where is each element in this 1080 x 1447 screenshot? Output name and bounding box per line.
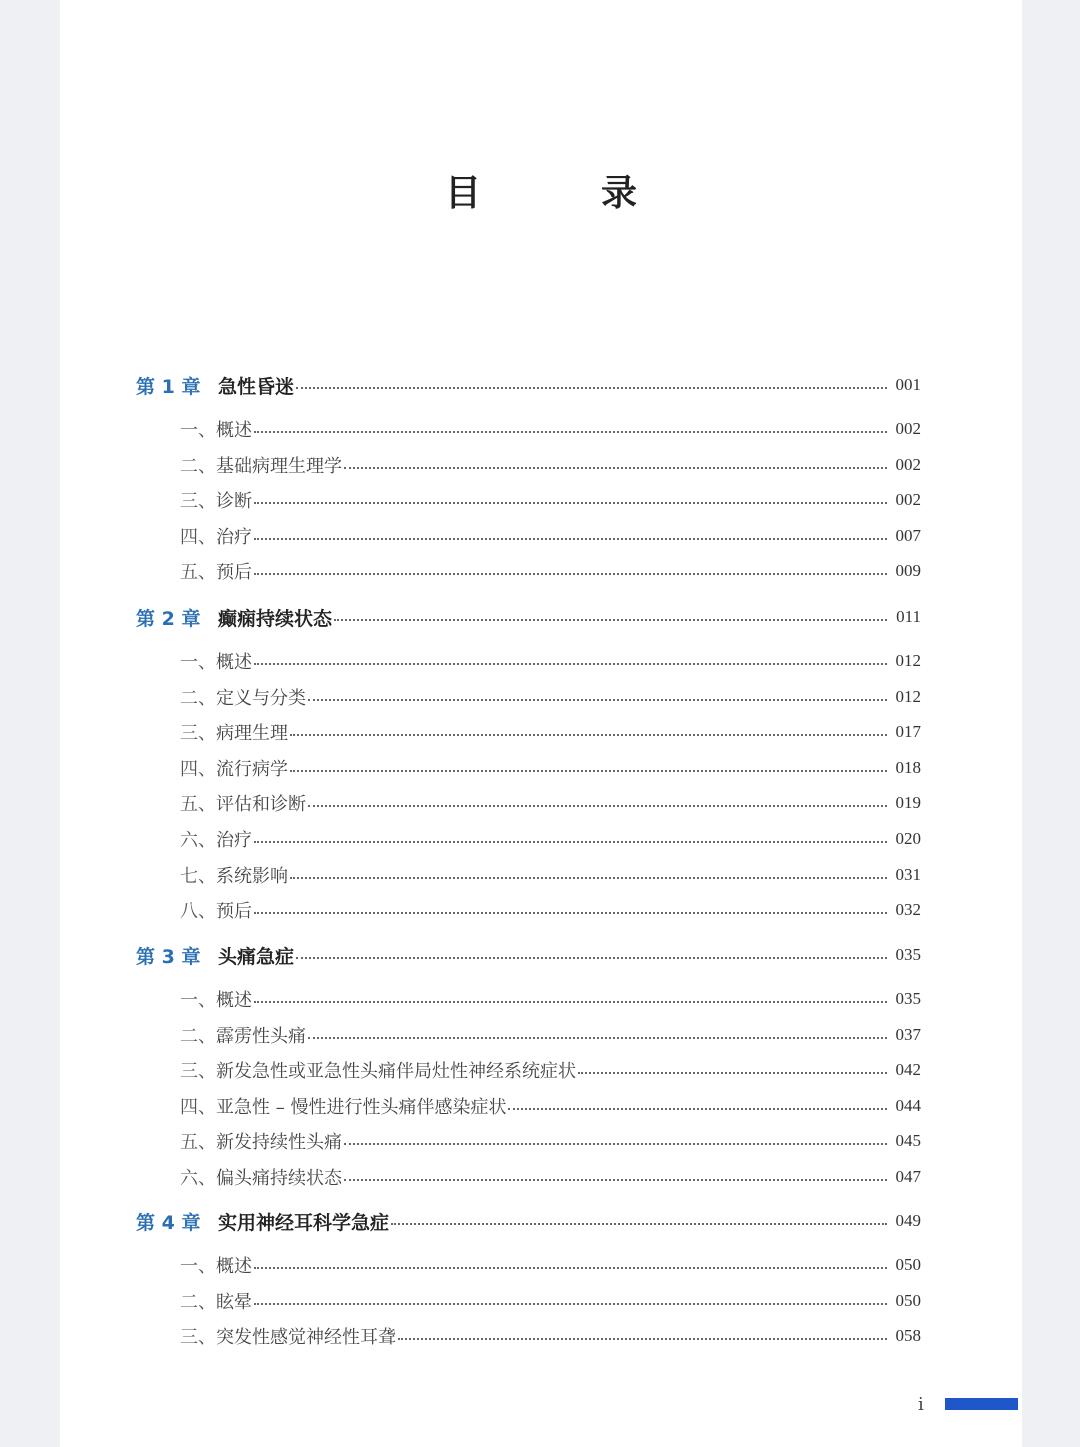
section-heading bbox=[180, 753, 290, 783]
toc-section-row[interactable] bbox=[60, 1126, 1022, 1156]
dot-leader bbox=[344, 1179, 887, 1181]
section-title: 霹雳性头痛 bbox=[216, 1025, 306, 1047]
section-title: 亚急性 – 慢性进行性头痛伴感染症状 bbox=[216, 1096, 507, 1118]
section-title: 偏头痛持续状态 bbox=[216, 1168, 342, 1189]
section-heading bbox=[180, 450, 344, 480]
section-page-number: 018 bbox=[892, 753, 922, 783]
toc-section-row[interactable] bbox=[60, 556, 1022, 586]
toc-section-row[interactable] bbox=[60, 1162, 1022, 1192]
dot-leader bbox=[508, 1108, 887, 1110]
section-heading bbox=[180, 1162, 344, 1192]
section-page-number: 044 bbox=[892, 1091, 922, 1121]
section-page-number: 032 bbox=[892, 895, 922, 925]
dot-leader bbox=[254, 538, 887, 540]
section-heading bbox=[180, 1286, 254, 1316]
section-title: 眩晕 bbox=[216, 1291, 252, 1313]
section-page-number: 020 bbox=[892, 824, 922, 854]
toc-section-row[interactable] bbox=[60, 824, 1022, 854]
section-number: 一、 bbox=[180, 990, 216, 1011]
section-page-number: 035 bbox=[892, 984, 922, 1014]
toc-section-row[interactable] bbox=[60, 450, 1022, 480]
chapter-heading bbox=[136, 940, 296, 970]
chapter-label: 第 1 章 bbox=[136, 375, 201, 398]
section-page-number: 037 bbox=[892, 1020, 922, 1050]
section-heading bbox=[180, 1020, 308, 1050]
section-page-number: 002 bbox=[892, 450, 922, 480]
book-page bbox=[60, 0, 1022, 1447]
section-number: 一、 bbox=[180, 652, 216, 673]
section-heading bbox=[180, 788, 308, 818]
section-heading bbox=[180, 414, 254, 444]
section-number: 一、 bbox=[180, 1256, 216, 1277]
dot-leader bbox=[254, 502, 887, 504]
chapter-title: 头痛急症 bbox=[218, 945, 295, 968]
dot-leader bbox=[254, 1303, 887, 1305]
section-title: 新发持续性头痛 bbox=[216, 1132, 342, 1154]
section-page-number: 058 bbox=[892, 1321, 922, 1351]
section-title: 定义与分类 bbox=[216, 687, 306, 709]
chapter-title: 癫痫持续状态 bbox=[218, 607, 333, 630]
section-heading bbox=[180, 1055, 578, 1085]
section-heading bbox=[180, 984, 254, 1014]
toc-section-row[interactable] bbox=[60, 1020, 1022, 1050]
toc-section-row[interactable] bbox=[60, 1091, 1022, 1121]
chapter-label: 第 4 章 bbox=[136, 1211, 201, 1234]
toc-chapter-row[interactable] bbox=[60, 1206, 1022, 1236]
chapter-label: 第 3 章 bbox=[136, 945, 201, 968]
section-title: 流行病学 bbox=[216, 758, 288, 780]
section-page-number: 050 bbox=[892, 1286, 922, 1316]
section-heading bbox=[180, 556, 254, 586]
section-page-number: 031 bbox=[892, 860, 922, 890]
toc-section-row[interactable] bbox=[60, 1250, 1022, 1280]
chapter-heading bbox=[136, 370, 296, 400]
dot-leader bbox=[391, 1223, 887, 1225]
section-heading bbox=[180, 682, 308, 712]
page-number: i bbox=[918, 1394, 924, 1415]
toc-chapter-row[interactable] bbox=[60, 370, 1022, 400]
section-page-number: 007 bbox=[892, 521, 922, 551]
section-heading bbox=[180, 824, 254, 854]
section-number: 三、 bbox=[180, 491, 216, 513]
section-number: 六、 bbox=[180, 830, 216, 851]
dot-leader bbox=[334, 619, 887, 621]
section-page-number: 019 bbox=[892, 788, 922, 818]
section-number: 四、 bbox=[180, 758, 216, 780]
dot-leader bbox=[254, 841, 887, 843]
section-heading bbox=[180, 1321, 398, 1351]
section-number: 一、 bbox=[180, 420, 216, 441]
section-number: 四、 bbox=[180, 1096, 216, 1118]
section-title: 预后 bbox=[216, 562, 252, 584]
section-number: 五、 bbox=[180, 562, 216, 584]
section-number: 二、 bbox=[180, 455, 216, 477]
toc-section-row[interactable] bbox=[60, 717, 1022, 747]
chapter-title: 急性昏迷 bbox=[218, 375, 295, 398]
section-number: 五、 bbox=[180, 1132, 216, 1154]
dot-leader bbox=[398, 1338, 887, 1340]
section-title: 突发性感觉神经性耳聋 bbox=[216, 1327, 396, 1349]
toc-section-row[interactable] bbox=[60, 788, 1022, 818]
section-heading bbox=[180, 860, 290, 890]
chapter-page-number: 035 bbox=[892, 940, 922, 970]
section-number: 三、 bbox=[180, 1327, 216, 1349]
section-number: 四、 bbox=[180, 526, 216, 548]
section-number: 二、 bbox=[180, 1291, 216, 1313]
dot-leader bbox=[578, 1072, 887, 1074]
chapter-page-number: 011 bbox=[892, 602, 921, 632]
toc-section-row[interactable] bbox=[60, 984, 1022, 1014]
dot-leader bbox=[254, 1267, 887, 1269]
dot-leader bbox=[344, 467, 887, 469]
dot-leader bbox=[296, 387, 887, 389]
dot-leader bbox=[308, 1037, 887, 1039]
footer-accent-bar bbox=[945, 1398, 1018, 1410]
section-heading bbox=[180, 1091, 508, 1121]
toc-section-row[interactable] bbox=[60, 1321, 1022, 1351]
section-title: 评估和诊断 bbox=[216, 794, 306, 816]
section-number: 三、 bbox=[180, 723, 216, 745]
dot-leader bbox=[290, 877, 887, 879]
section-title: 概述 bbox=[216, 652, 252, 673]
page-title: 目 录 bbox=[444, 173, 679, 214]
section-title: 诊断 bbox=[216, 491, 252, 513]
chapter-heading bbox=[136, 1206, 391, 1236]
section-heading bbox=[180, 485, 254, 515]
chapter-page-number: 001 bbox=[892, 370, 922, 400]
section-heading bbox=[180, 717, 290, 747]
dot-leader bbox=[254, 1001, 887, 1003]
section-heading bbox=[180, 646, 254, 676]
section-title: 系统影响 bbox=[216, 865, 288, 887]
chapter-heading bbox=[136, 602, 334, 632]
section-title: 概述 bbox=[216, 1256, 252, 1277]
section-title: 治疗 bbox=[216, 830, 252, 851]
section-page-number: 002 bbox=[892, 414, 922, 444]
section-title: 治疗 bbox=[216, 526, 252, 548]
section-heading bbox=[180, 1126, 344, 1156]
dot-leader bbox=[308, 805, 887, 807]
dot-leader bbox=[254, 663, 887, 665]
dot-leader bbox=[254, 912, 887, 914]
section-heading bbox=[180, 895, 254, 925]
section-number: 八、 bbox=[180, 901, 216, 923]
toc-section-row[interactable] bbox=[60, 414, 1022, 444]
section-heading bbox=[180, 1250, 254, 1280]
section-title: 病理生理 bbox=[216, 723, 288, 745]
section-page-number: 012 bbox=[892, 646, 922, 676]
toc-section-row[interactable] bbox=[60, 1286, 1022, 1316]
section-page-number: 012 bbox=[892, 682, 922, 712]
dot-leader bbox=[254, 573, 887, 575]
chapter-label: 第 2 章 bbox=[136, 607, 201, 630]
toc-section-row[interactable] bbox=[60, 682, 1022, 712]
toc-section-row[interactable] bbox=[60, 646, 1022, 676]
section-page-number: 050 bbox=[892, 1250, 922, 1280]
section-number: 五、 bbox=[180, 794, 216, 816]
toc-section-row[interactable] bbox=[60, 753, 1022, 783]
section-page-number: 045 bbox=[892, 1126, 922, 1156]
toc-section-row[interactable] bbox=[60, 1055, 1022, 1085]
toc-section-row[interactable] bbox=[60, 860, 1022, 890]
section-page-number: 047 bbox=[892, 1162, 922, 1192]
dot-leader bbox=[344, 1143, 887, 1145]
chapter-title: 实用神经耳科学急症 bbox=[218, 1211, 390, 1234]
section-page-number: 009 bbox=[892, 556, 922, 586]
dot-leader bbox=[290, 734, 887, 736]
dot-leader bbox=[254, 431, 887, 433]
section-number: 七、 bbox=[180, 865, 216, 887]
toc-section-row[interactable] bbox=[60, 521, 1022, 551]
toc-section-row[interactable] bbox=[60, 895, 1022, 925]
toc-chapter-row[interactable] bbox=[60, 602, 1022, 632]
dot-leader bbox=[296, 957, 887, 959]
chapter-page-number: 049 bbox=[892, 1206, 922, 1236]
toc-section-row[interactable] bbox=[60, 485, 1022, 515]
dot-leader bbox=[290, 770, 887, 772]
dot-leader bbox=[308, 699, 887, 701]
section-page-number: 002 bbox=[892, 485, 922, 515]
section-title: 预后 bbox=[216, 901, 252, 923]
section-number: 二、 bbox=[180, 1025, 216, 1047]
section-title: 概述 bbox=[216, 420, 252, 441]
section-page-number: 017 bbox=[892, 717, 922, 747]
section-title: 新发急性或亚急性头痛伴局灶性神经系统症状 bbox=[216, 1061, 576, 1083]
section-title: 基础病理生理学 bbox=[216, 455, 342, 477]
section-number: 六、 bbox=[180, 1168, 216, 1189]
section-heading bbox=[180, 521, 254, 551]
toc-chapter-row[interactable] bbox=[60, 940, 1022, 970]
section-number: 二、 bbox=[180, 687, 216, 709]
section-number: 三、 bbox=[180, 1061, 216, 1083]
section-page-number: 042 bbox=[892, 1055, 922, 1085]
section-title: 概述 bbox=[216, 990, 252, 1011]
